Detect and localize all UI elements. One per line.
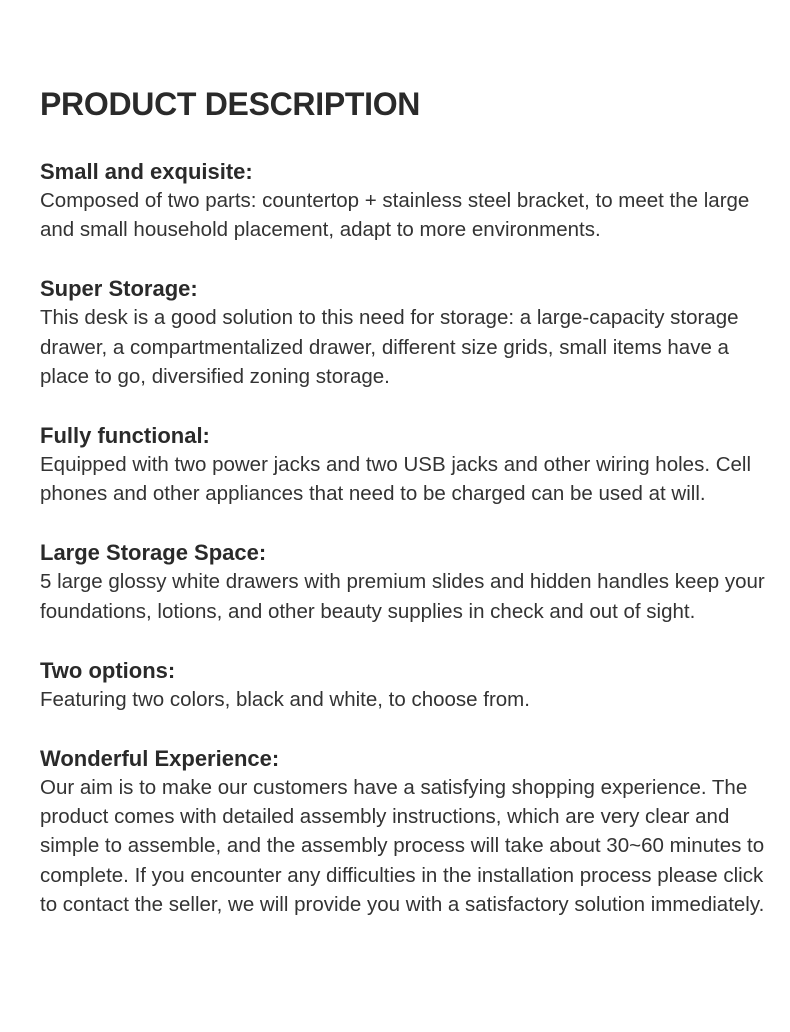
section-body: Composed of two parts: countertop + stainless steel bracket, to meet the large and small household placement, adapt to more environments. bbox=[40, 189, 750, 242]
section-large-storage-space bbox=[40, 538, 775, 625]
section-fully-functional bbox=[40, 421, 775, 508]
section-heading: Fully functional: bbox=[40, 423, 210, 449]
section-two-options bbox=[40, 656, 775, 714]
section-heading: Super Storage: bbox=[40, 276, 198, 302]
section-body: Equipped with two power jacks and two USB jacks and other wiring holes. Cell phones and other appliances that need to be charged can be used at will. bbox=[40, 453, 752, 506]
section-body: 5 large glossy white drawers with premium slides and hidden handles keep your foundations, lotions, and other beauty supplies in check and out of sight. bbox=[40, 570, 765, 623]
section-heading: Two options: bbox=[40, 657, 176, 683]
section-body: Featuring two colors, black and white, to choose from. bbox=[40, 687, 530, 711]
section-small-and-exquisite bbox=[40, 157, 775, 244]
section-body: This desk is a good solution to this need for storage: a large-capacity storage drawer, a compartmentalized drawer, different size grids, small items have a place to go, diversified zoning storage. bbox=[40, 306, 739, 388]
section-heading: Small and exquisite: bbox=[40, 159, 253, 184]
section-heading: Wonderful Experience: bbox=[40, 746, 280, 772]
section-body: Our aim is to make our customers have a satisfying shopping experience. The product comes with detailed assembly instructions, which are very clear and simple to assemble, and the assembly process will take about 30~60 minutes to complete. If you encounter any difficulties in the installation process please click to contact the seller, we will provide you with a satisfactory solution immediately. bbox=[40, 776, 765, 916]
section-super-storage bbox=[40, 274, 775, 391]
product-description-page bbox=[40, 84, 775, 919]
section-heading: Large Storage Space: bbox=[40, 540, 267, 566]
section-wonderful-experience bbox=[40, 744, 775, 919]
page-title: PRODUCT DESCRIPTION bbox=[40, 86, 421, 122]
